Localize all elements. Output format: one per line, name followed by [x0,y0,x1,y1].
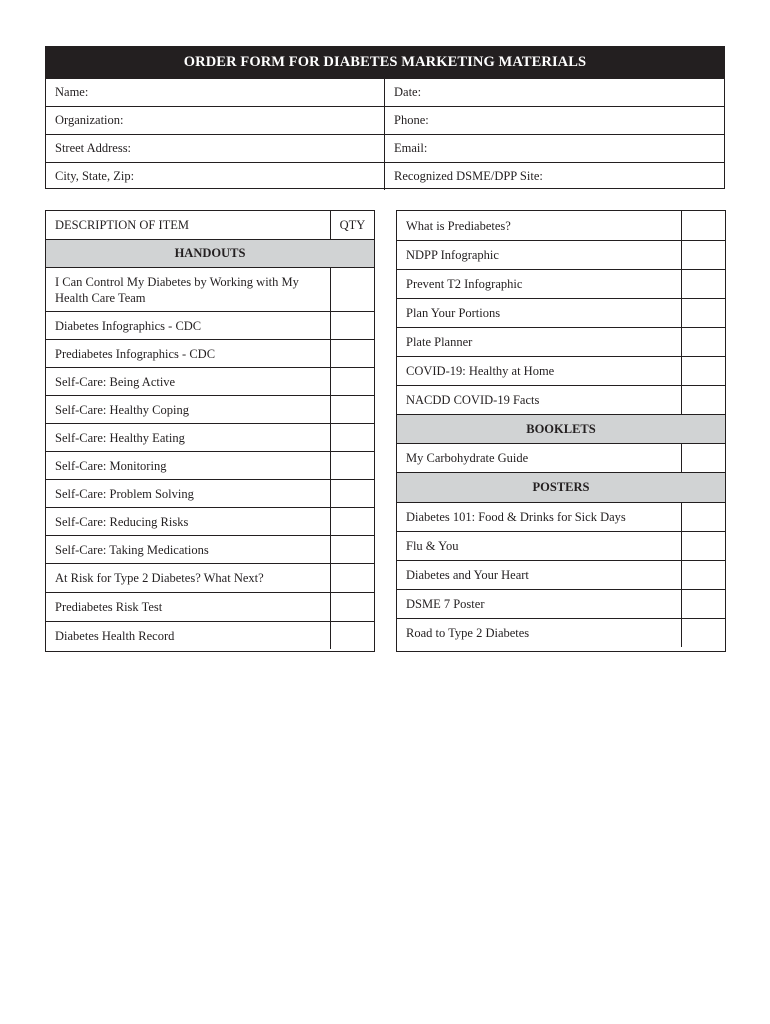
qty-input[interactable] [330,396,374,423]
item-label: Road to Type 2 Diabetes [406,626,530,640]
table-row [397,385,725,414]
qty-input[interactable] [681,386,725,414]
qty-input[interactable] [330,424,374,451]
recognized-site-field[interactable]: Recognized DSME/DPP Site: [394,169,543,183]
item-label: DSME 7 Poster [406,597,485,611]
name-field[interactable]: Name: [46,79,385,106]
item-label: Self-Care: Being Active [55,374,176,389]
item-label: Self-Care: Healthy Coping [55,402,189,417]
email-field[interactable]: Email: [394,141,428,155]
item-label: COVID-19: Healthy at Home [406,364,555,378]
item-label: Plate Planner [406,335,473,349]
item-label: Diabetes Infographics - CDC [55,318,202,333]
qty-input[interactable] [330,593,374,621]
section-posters: POSTERS [397,472,725,502]
item-label: Prediabetes Risk Test [55,600,163,614]
table-row [397,356,725,385]
qty-input[interactable] [681,619,725,647]
table-row [46,395,374,423]
table-row [397,298,725,327]
qty-input[interactable] [681,241,725,269]
item-label: Self-Care: Monitoring [55,458,167,473]
qty-input[interactable] [681,211,725,240]
qty-input[interactable] [330,480,374,507]
qty-input[interactable] [681,270,725,298]
qty-input[interactable] [330,268,374,311]
qty-input[interactable] [330,368,374,395]
qty-input[interactable] [681,503,725,531]
qty-input[interactable] [330,536,374,563]
qty-header: QTY [330,211,374,239]
table-row [397,531,725,560]
table-row [46,535,374,563]
qty-input[interactable] [681,357,725,385]
table-row [397,443,725,472]
qty-input[interactable] [681,532,725,560]
field-row-name-date [46,78,724,106]
table-row [46,423,374,451]
table-row [46,621,374,649]
qty-input[interactable] [330,452,374,479]
item-label: Diabetes 101: Food & Drinks for Sick Days [406,510,626,524]
phone-field[interactable]: Phone: [394,113,429,127]
city-state-zip-field[interactable]: City, State, Zip: [46,163,385,190]
qty-input[interactable] [330,340,374,367]
qty-input[interactable] [330,508,374,535]
contact-info-box [45,46,725,189]
table-row [46,592,374,621]
table-row [397,240,725,269]
item-label: Self-Care: Taking Medications [55,542,209,557]
description-header: DESCRIPTION OF ITEM [55,218,190,232]
table-row [397,269,725,298]
item-label: Diabetes and Your Heart [406,568,529,582]
table-row [46,479,374,507]
item-label: Prevent T2 Infographic [406,277,523,291]
qty-input[interactable] [681,590,725,618]
item-label: What is Prediabetes? [406,218,511,233]
table-row [397,211,725,240]
item-label: NACDD COVID-19 Facts [406,393,540,407]
table-row [46,451,374,479]
qty-input[interactable] [330,564,374,592]
field-row-address-email [46,134,724,162]
item-label: Flu & You [406,539,459,553]
table-header-row [46,211,374,239]
item-label: Plan Your Portions [406,306,501,320]
section-handouts: HANDOUTS [46,239,374,267]
qty-input[interactable] [681,328,725,356]
table-row [397,502,725,531]
item-label: Self-Care: Healthy Eating [55,430,185,445]
street-address-field[interactable]: Street Address: [46,135,385,162]
right-items-table [396,210,726,652]
organization-field[interactable]: Organization: [46,107,385,134]
qty-input[interactable] [681,561,725,589]
item-label: At Risk for Type 2 Diabetes? What Next? [55,571,264,585]
item-label: Self-Care: Reducing Risks [55,514,189,529]
section-booklets: BOOKLETS [397,414,725,443]
table-row [46,339,374,367]
table-row [397,327,725,356]
date-field[interactable]: Date: [394,85,422,99]
qty-input[interactable] [681,299,725,327]
table-row [46,311,374,339]
field-row-organization-phone [46,106,724,134]
form-title: ORDER FORM FOR DIABETES MARKETING MATERIALS [46,47,724,78]
table-row [46,507,374,535]
item-label: I Can Control My Diabetes by Working with My Health Care Team [55,274,299,305]
table-row [46,267,374,311]
qty-input[interactable] [330,312,374,339]
table-row [397,589,725,618]
item-label: Diabetes Health Record [55,628,175,643]
item-label: My Carbohydrate Guide [406,451,529,465]
item-label: Self-Care: Problem Solving [55,486,194,501]
item-label: Prediabetes Infographics - CDC [55,346,216,361]
table-row [46,563,374,592]
item-label: NDPP Infographic [406,248,499,262]
table-row [397,618,725,647]
left-items-table [45,210,375,652]
field-row-city-site [46,162,724,190]
qty-input[interactable] [330,622,374,649]
table-row [397,560,725,589]
qty-input[interactable] [681,444,725,472]
table-row [46,367,374,395]
